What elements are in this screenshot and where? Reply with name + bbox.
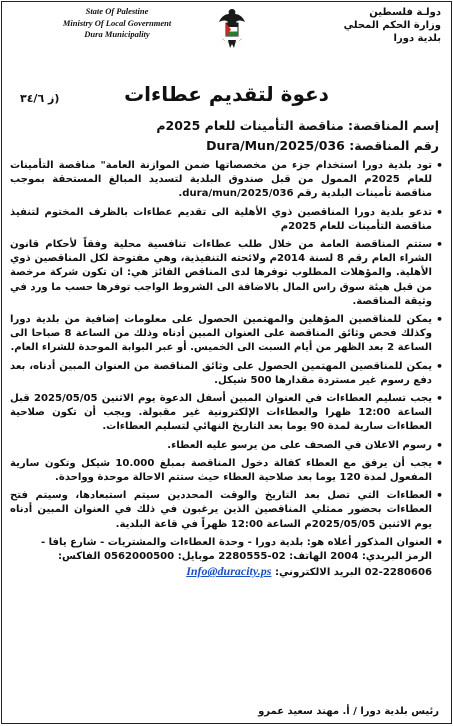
municipality-name-en: Dura Municipality bbox=[84, 29, 150, 39]
contact-numbers: الرمز البريدي: 2004 الهاتف: 02-2280555 موبايل: 0562000500 الفاكس: bbox=[57, 551, 432, 563]
letterhead bbox=[2, 2, 451, 86]
notice-body bbox=[10, 159, 443, 584]
ministry-name-en: Ministry Of Local Government bbox=[62, 17, 172, 28]
notice-item: • ستتم المناقصة العامة من خلال طلب عطاءات تنافسية محلية وفقاً لأحكام قانون الشراء العام رقم 8 لسنة 2014م ولائحته التنفيذية، وهي مفتوحة لكل المناقصين ذوي الأهلية. والمؤهلات المطلوب توفرها لدى المناقص الفائز هي: ان تكون شركة مرخصة من قبل هيئة سوق راس المال بالاضافة الى الشروط الواجب توفرها حسب ما ورد في وثيقة المناقصة. bbox=[10, 238, 443, 309]
notice-item: • يجب تسليم العطاءات في العنوان المبين أسفل الدعوة يوم الاثنين 2025/05/05 قبل الساعة 12:00 ظهرا والعطاءات الإلكترونية غير مقبولة. ويجب أن تكون صلاحية العطاءات سارية لمدة 90 يوما بعد التاريخ النهائي لتسليم العطاءات. bbox=[10, 392, 443, 435]
notice-item: • يمكن للمناقصين المؤهلين والمهتمين الحصول على معلومات إضافية من بلدية دورا وكذلك فحص وثائق المناقصة على العنوان المبين أدناه وذلك من الساعة 8 صباحا الى الساعة 2 بعد الظهر من أيام السبت الى الخميس. أو عبر البوابة الموحدة للشراء العام. bbox=[10, 313, 443, 356]
notice-item: • يمكن للمناقصين المهتمين الحصول على وثائق المناقصة من العنوان المبين أدناه، بعد دفع رسوم غير مستردة مقدارها 500 شيكل. bbox=[10, 360, 443, 388]
state-name-en: State Of Palestine bbox=[85, 6, 149, 16]
notice-item: • تود بلدية دورا استخدام جزء من مخصصاتها ضمن الموازنة العامة" مناقصة التأمينات للعام 2025م الممول من قبل صندوق البلدية لتسديد المبالغ المستحقة بموجب مناقصة تأمينات البلدية رقم dura/mun/2025/036. bbox=[10, 159, 443, 202]
municipality-name-ar: بلدية دورا bbox=[393, 33, 441, 44]
title-row bbox=[8, 82, 445, 114]
tender-name: إسم المناقصة: مناقصة التأمينات للعام 2025م bbox=[156, 118, 439, 133]
fax-number: 02-2280606 bbox=[364, 567, 432, 579]
letterhead-arabic bbox=[311, 6, 441, 45]
page-title: دعوة لتقديم عطاءات bbox=[124, 82, 329, 106]
fax-email-line bbox=[10, 564, 432, 580]
state-name-ar: دولـة فلسطين bbox=[369, 7, 441, 18]
notice-item: • يجب أن يرفق مع العطاء كفالة دخول المناقصة بمبلغ 10.000 شيكل وتكون سارية المفعول لمدة 120 يوما بعد صلاحية العطاء حيث ستتم الاحالة موحدة وواحدة. bbox=[10, 457, 443, 485]
address-item bbox=[10, 536, 443, 581]
ministry-name-ar: وزارة الحكم المحلي bbox=[343, 20, 441, 31]
email-label: البريد الالكتروني: bbox=[274, 567, 362, 579]
email-link[interactable]: Info@duracity.ps bbox=[186, 564, 272, 579]
letterhead-english bbox=[32, 6, 202, 41]
tender-notice-page bbox=[1, 1, 452, 724]
tender-number: رقم المناقصة: Dura/Mun/2025/036 bbox=[206, 138, 439, 153]
palestine-eagle-emblem-icon bbox=[215, 6, 249, 52]
notice-item: • العطاءات التي تصل بعد التاريخ والوقت المحددين سيتم استبعادها، وسيتم فتح العطاءات بحضور ممثلي المناقصين الذين يرغبون في ذلك في العنوان المبين أدناه يوم الاثنين 2025/05/05م الساعة 12:00 ظهراً في قاعة البلدية. bbox=[10, 489, 443, 532]
notice-item: • رسوم الاعلان في الصحف على من يرسو عليه العطاء. bbox=[10, 439, 443, 453]
reference-code: ز ٣٤/٦) bbox=[20, 92, 60, 105]
signature: رئيس بلدية دورا / أ. مهند سعيد عمرو bbox=[258, 706, 439, 717]
address-line: • العنوان المذكور أعلاه هو: بلدية دورا - وحدة العطاءات والمشتريات - شارع يافا - bbox=[40, 536, 432, 548]
contact-line bbox=[10, 550, 432, 564]
notice-item: • تدعو بلدية دورا المناقصين ذوي الأهلية الى تقديم عطاءات بالظرف المختوم لتنفيذ مناقصة التأمينات للعام 2025م bbox=[10, 206, 443, 234]
